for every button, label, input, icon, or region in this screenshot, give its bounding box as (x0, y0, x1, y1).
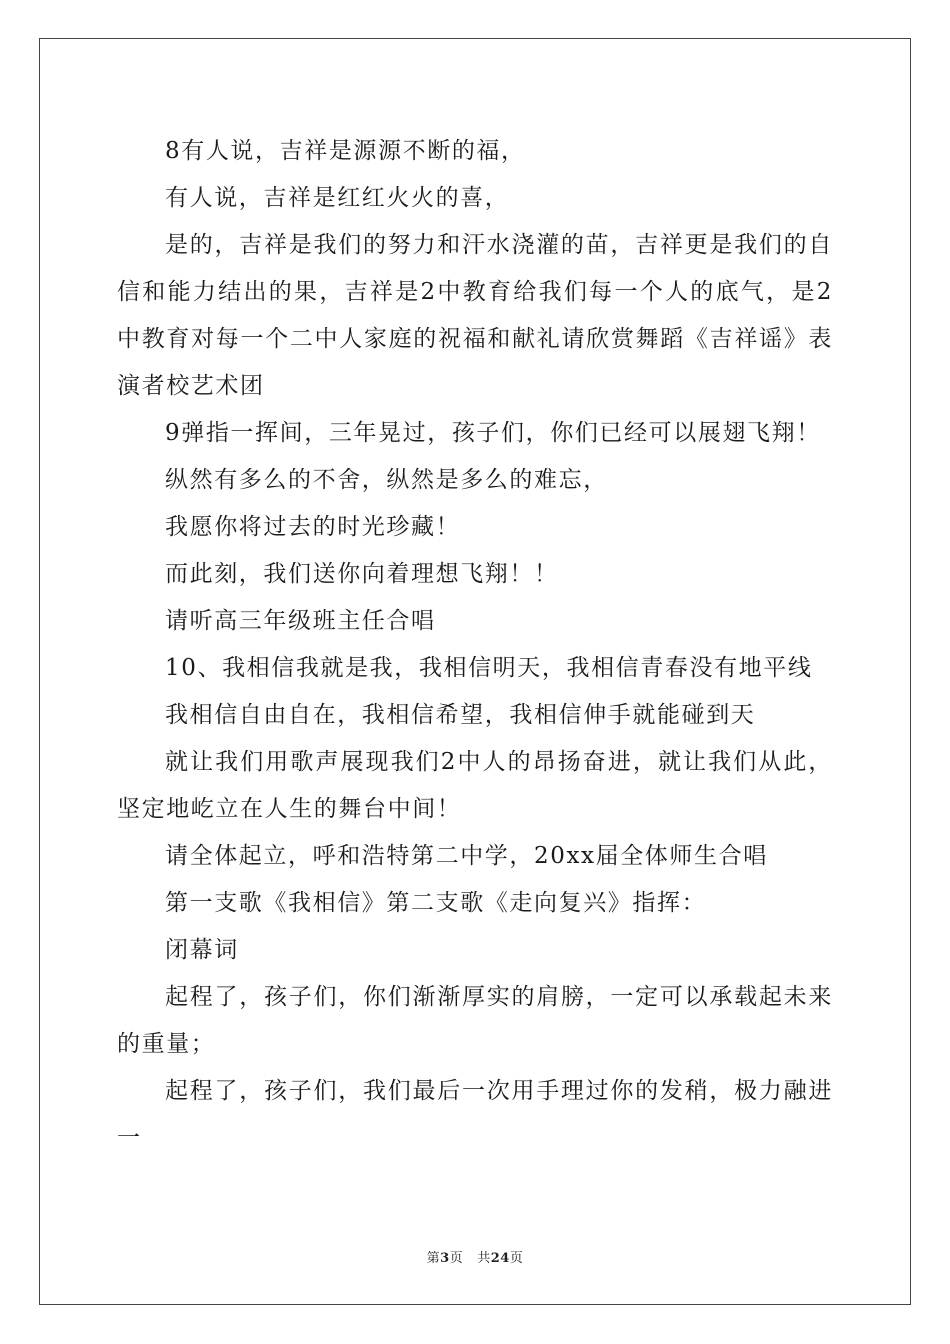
paragraph: 10、我相信我就是我，我相信明天，我相信青春没有地平线 (165, 655, 813, 681)
paragraph: 8有人说，吉祥是源源不断的福， (165, 138, 526, 164)
document-body (117, 128, 833, 1162)
total-unit: 页 (509, 1251, 524, 1266)
paragraph: 而此刻，我们送你向着理想飞翔！！ (165, 561, 559, 587)
page-total: 24 (490, 1251, 510, 1266)
total-prefix: 共 (477, 1251, 491, 1266)
page-footer (0, 1247, 950, 1266)
page-unit: 页 (449, 1251, 464, 1266)
paragraph: 第一支歌《我相信》第二支歌《走向复兴》指挥： (165, 890, 707, 916)
section-heading: 闭幕词 (165, 937, 239, 963)
paragraph: 9弹指一挥间，三年晃过，孩子们，你们已经可以展翅飞翔！ (165, 420, 821, 446)
paragraph: 我愿你将过去的时光珍藏！ (165, 514, 461, 540)
page-current: 3 (440, 1251, 450, 1266)
paragraph: 请全体起立，呼和浩特第二中学，20xx届全体师生合唱 (165, 843, 768, 869)
paragraph: 纵然有多么的不舍，纵然是多么的难忘， (165, 467, 608, 493)
paragraph: 我相信自由自在，我相信希望，我相信伸手就能碰到天 (165, 702, 756, 728)
page-prefix: 第 (426, 1251, 441, 1266)
paragraph: 起程了，孩子们，我们最后一次用手理过你的发稍，极力融进一 (117, 1078, 833, 1151)
paragraph: 有人说，吉祥是红红火火的喜， (165, 185, 510, 211)
paragraph: 起程了，孩子们，你们渐渐厚实的肩膀，一定可以承载起未来的重量； (117, 984, 833, 1057)
paragraph: 就让我们用歌声展现我们2中人的昂扬奋进，就让我们从此，坚定地屹立在人生的舞台中间！ (117, 749, 833, 822)
paragraph: 是的，吉祥是我们的努力和汗水浇灌的苗，吉祥更是我们的自信和能力结出的果，吉祥是2中教育给我们每一个人的底气，是2中教育对每一个二中人家庭的祝福和献礼请欣赏舞蹈《吉祥谣》表演者校艺术团 (117, 232, 833, 399)
paragraph: 请听高三年级班主任合唱 (165, 608, 436, 634)
